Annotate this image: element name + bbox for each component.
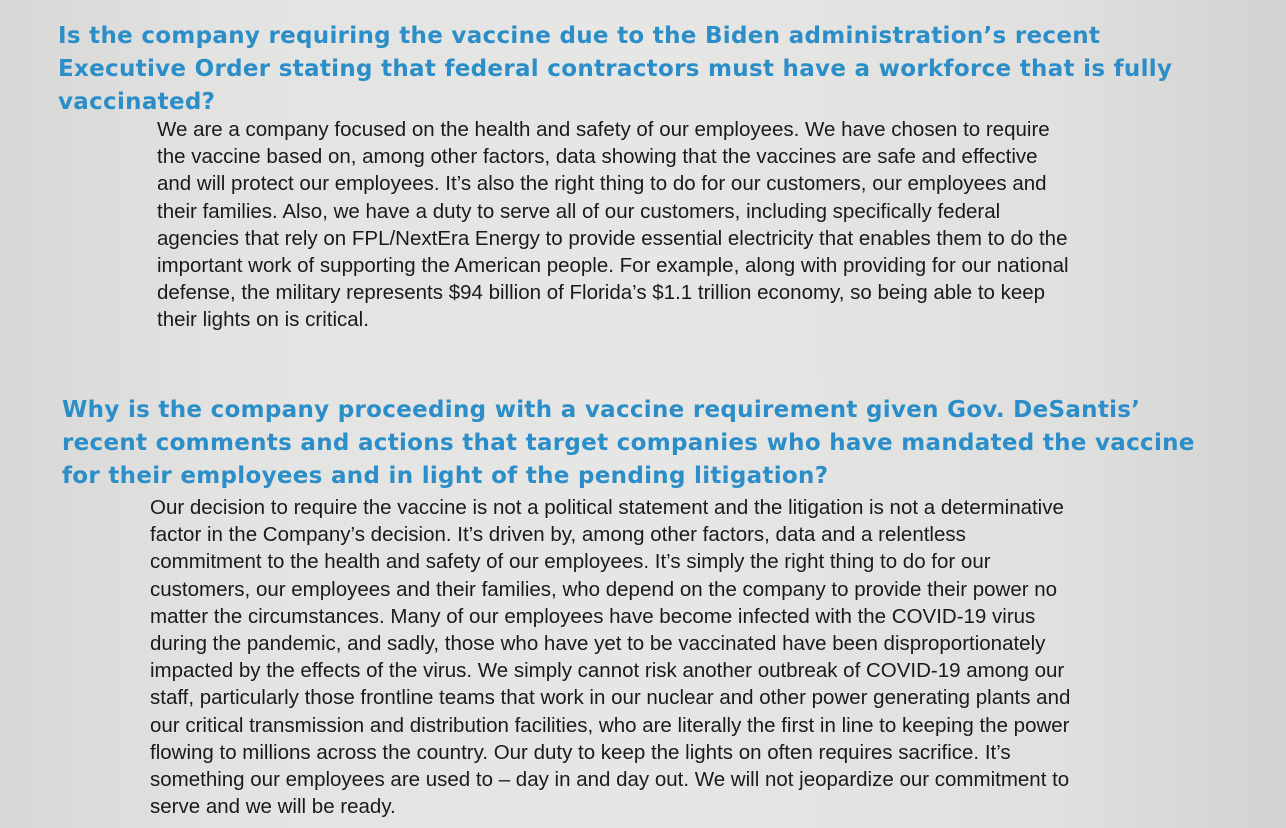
question-1-line-2: Executive Order stating that federal contractors must have a workforce that is fully	[58, 56, 1173, 82]
answer-2-line-2: factor in the Company’s decision. It’s driven by, among other factors, data and a relentless	[150, 523, 966, 547]
question-2-line-1: Why is the company proceeding with a vaccine requirement given Gov. DeSantis’	[62, 397, 1141, 423]
faq-question-1	[58, 20, 1218, 119]
answer-1-line-3: and will protect our employees. It’s also the right thing to do for our customers, our employees and	[157, 172, 1047, 196]
answer-2-line-1: Our decision to require the vaccine is not a political statement and the litigation is not a determinative	[150, 496, 1064, 519]
answer-1-line-6: important work of supporting the American people. For example, along with providing for our national	[157, 254, 1069, 278]
question-1-line-3: vaccinated?	[58, 89, 216, 115]
answer-2-line-9: our critical transmission and distribution facilities, who are literally the first in line to keeping the power	[150, 713, 1070, 737]
faq-answer-1	[157, 116, 1227, 334]
answer-1-line-8: their lights on is critical.	[157, 308, 369, 332]
question-2-line-2: recent comments and actions that target companies who have mandated the vaccine	[62, 430, 1195, 456]
answer-2-line-10: flowing to millions across the country. Our duty to keep the lights on often requires sacrifice. It’s	[150, 740, 1011, 764]
answer-1-line-5: agencies that rely on FPL/NextEra Energy to provide essential electricity that enables them to do the	[157, 226, 1068, 250]
answer-2-line-7: impacted by the effects of the virus. We simply cannot risk another outbreak of COVID-19 among our	[150, 659, 1065, 683]
answer-2-line-11: something our employees are used to – day in and day out. We will not jeopardize our commitment to	[150, 768, 1070, 792]
answer-2-line-4: customers, our employees and their families, who depend on the company to provide their power no	[150, 577, 1058, 601]
question-1-line-1: Is the company requiring the vaccine due to the Biden administration’s recent	[58, 23, 1101, 49]
answer-1-line-4: their families. Also, we have a duty to serve all of our customers, including specifically federal	[157, 199, 1001, 223]
answer-2-line-5: matter the circumstances. Many of our employees have become infected with the COVID-19 virus	[150, 604, 1036, 628]
question-2-line-3: for their employees and in light of the pending litigation?	[62, 463, 829, 489]
answer-2-line-12: serve and we will be ready.	[150, 795, 396, 819]
answer-2-line-8: staff, particularly those frontline teams that work in our nuclear and other power generating plants and	[150, 686, 1071, 710]
answer-1-line-2: the vaccine based on, among other factors, data showing that the vaccines are safe and effective	[157, 145, 1038, 169]
answer-1-line-7: defense, the military represents $94 billion of Florida’s $1.1 trillion economy, so being able to keep	[157, 281, 1046, 305]
answer-2-line-3: commitment to the health and safety of our employees. It’s simply the right thing to do for our	[150, 550, 991, 574]
answer-1-line-1: We are a company focused on the health and safety of our employees. We have chosen to require	[157, 118, 1050, 141]
faq-answer-2	[150, 494, 1230, 820]
answer-2-line-6: during the pandemic, and sadly, those who have yet to be vaccinated have been disproportionately	[150, 632, 1046, 656]
faq-question-2	[62, 394, 1222, 493]
